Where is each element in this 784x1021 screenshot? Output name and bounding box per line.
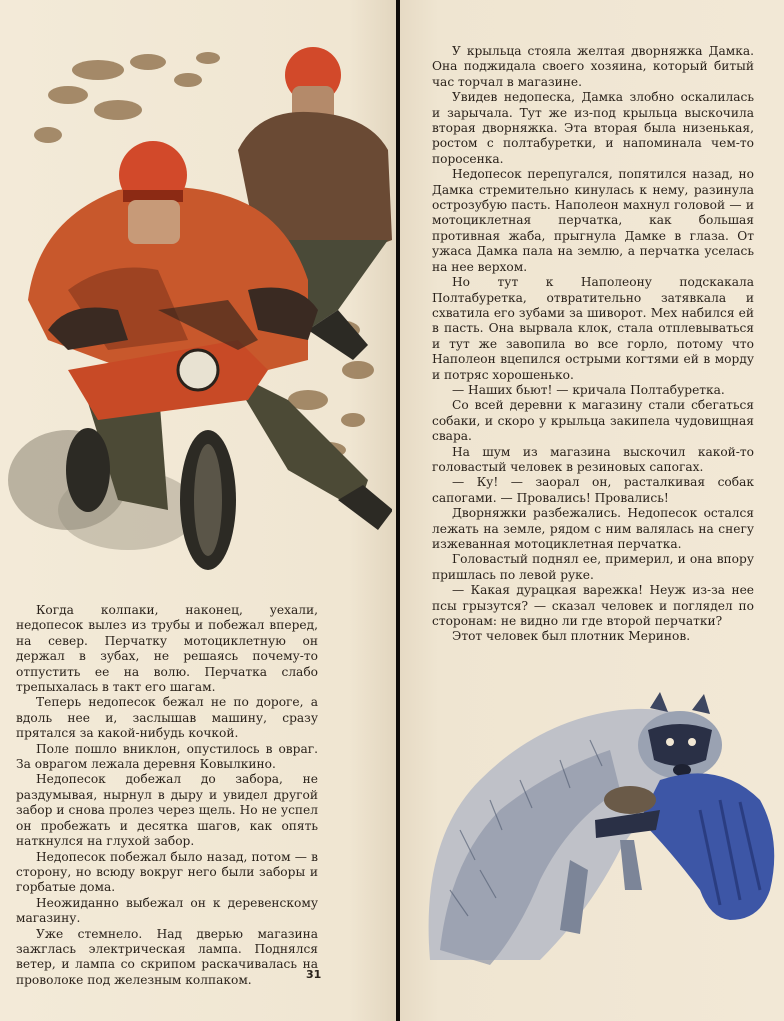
paragraph: Поле пошло вниклон, опустилось в овраг. За оврагом лежала деревня Ковылкино.	[16, 741, 318, 772]
right-page	[400, 0, 784, 1021]
paragraph: Уже стемнело. Над дверью магазина зажглась электрическая лампа. Поднялся ветер, и лампа со скрипом раскачивалась на проволоке под железным колпаком.	[16, 926, 318, 987]
paragraph: Недопесок побежал было назад, потом — в сторону, но всюду вокруг него были заборы и горбатые дома.	[16, 849, 318, 895]
paragraph: — Какая дурацкая варежка! Неуж из-за нее псы грызутся? — сказал человек и поглядел по сторонам: не видно ли где второй перчатки?	[432, 583, 754, 629]
paragraph: Головастый поднял ее, примерил, и она впору пришлась по левой руке.	[432, 552, 754, 582]
paragraph: Увидев недопеска, Дамка злобно оскалилась и зарычала. Тут же из-под крыльца выскочила вторая дворняжка. Эта вторая была низенькая, ростом с полтабуретки, и напоминала чем-то поросенка.	[432, 90, 754, 166]
paragraph: — Наших бьют! — кричала Полтабуретка.	[452, 382, 725, 397]
right-page-body-text	[432, 44, 754, 645]
paragraph: Со всей деревни к магазину стали сбегаться собаки, и скоро у крыльца закипела чудовищная свара.	[432, 398, 754, 444]
paragraph: Неожиданно выбежал он к деревенскому магазину.	[16, 895, 318, 926]
paragraph: На шум из магазина выскочил какой-то головастый человек в резиновых сапогах.	[432, 444, 754, 474]
paragraph: Но тут к Наполеону подскакала Полтабуретка, отвратительно затявкала и схватила его зубами за шиворот. Мех набился ей в пасть. Она вырвала клок, стала отплевываться и тут же завопила во все горло, потому что Наполеон вцепился острыми когтями ей в морду и потряс хорошенько.	[432, 275, 754, 382]
paragraph: Недопесок перепугался, попятился назад, но Дамка стремительно кинулась к нему, разинула острозубую пасть. Наполеон махнул головой — и мотоциклетная перчатка, как большая противная жаба, прыгнула Дамке в глаза. От ужаса Дамка пала на землю, а перчатка уселась на нее верхом.	[432, 167, 754, 274]
page-number: 31	[306, 968, 322, 981]
paragraph: Теперь недопесок бежал не по дороге, а вдоль нее и, заслышав машину, сразу прятался за какой-нибудь кочкой.	[16, 695, 318, 741]
raccoon-dog-with-glove-illustration	[420, 690, 782, 980]
paragraph: — Ку! — заорал он, расталкивая собак сапогами. — Провались! Провались!	[432, 475, 754, 505]
motorcyclists-illustration	[8, 40, 392, 580]
paragraph: Дворняжки разбежались. Недопесок остался лежать на земле, рядом с ним валялась на снегу изжеванная мотоциклетная перчатка.	[432, 506, 754, 551]
paragraph: У крыльца стояла желтая дворняжка Дамка. Она поджидала своего хозяина, который битый час торчал в магазине.	[432, 44, 754, 89]
paragraph: Когда колпаки, наконец, уехали, недопесок вылез из трубы и побежал вперед, на север. Перчатку мотоциклетную он держал в зубах, не решаясь почему-то отпустить ее на волю. Перчатка слабо трепыхалась в такт его шагам.	[16, 603, 318, 695]
paragraph: Недопесок добежал до забора, не раздумывая, нырнул в дыру и увидел другой забор и снова пролез через щель. Но не успел он пробежать и десятка шагов, как опять наткнулся на глухой забор.	[16, 772, 318, 849]
left-page-body-text	[16, 603, 318, 988]
paragraph: Этот человек был плотник Меринов.	[452, 629, 691, 644]
